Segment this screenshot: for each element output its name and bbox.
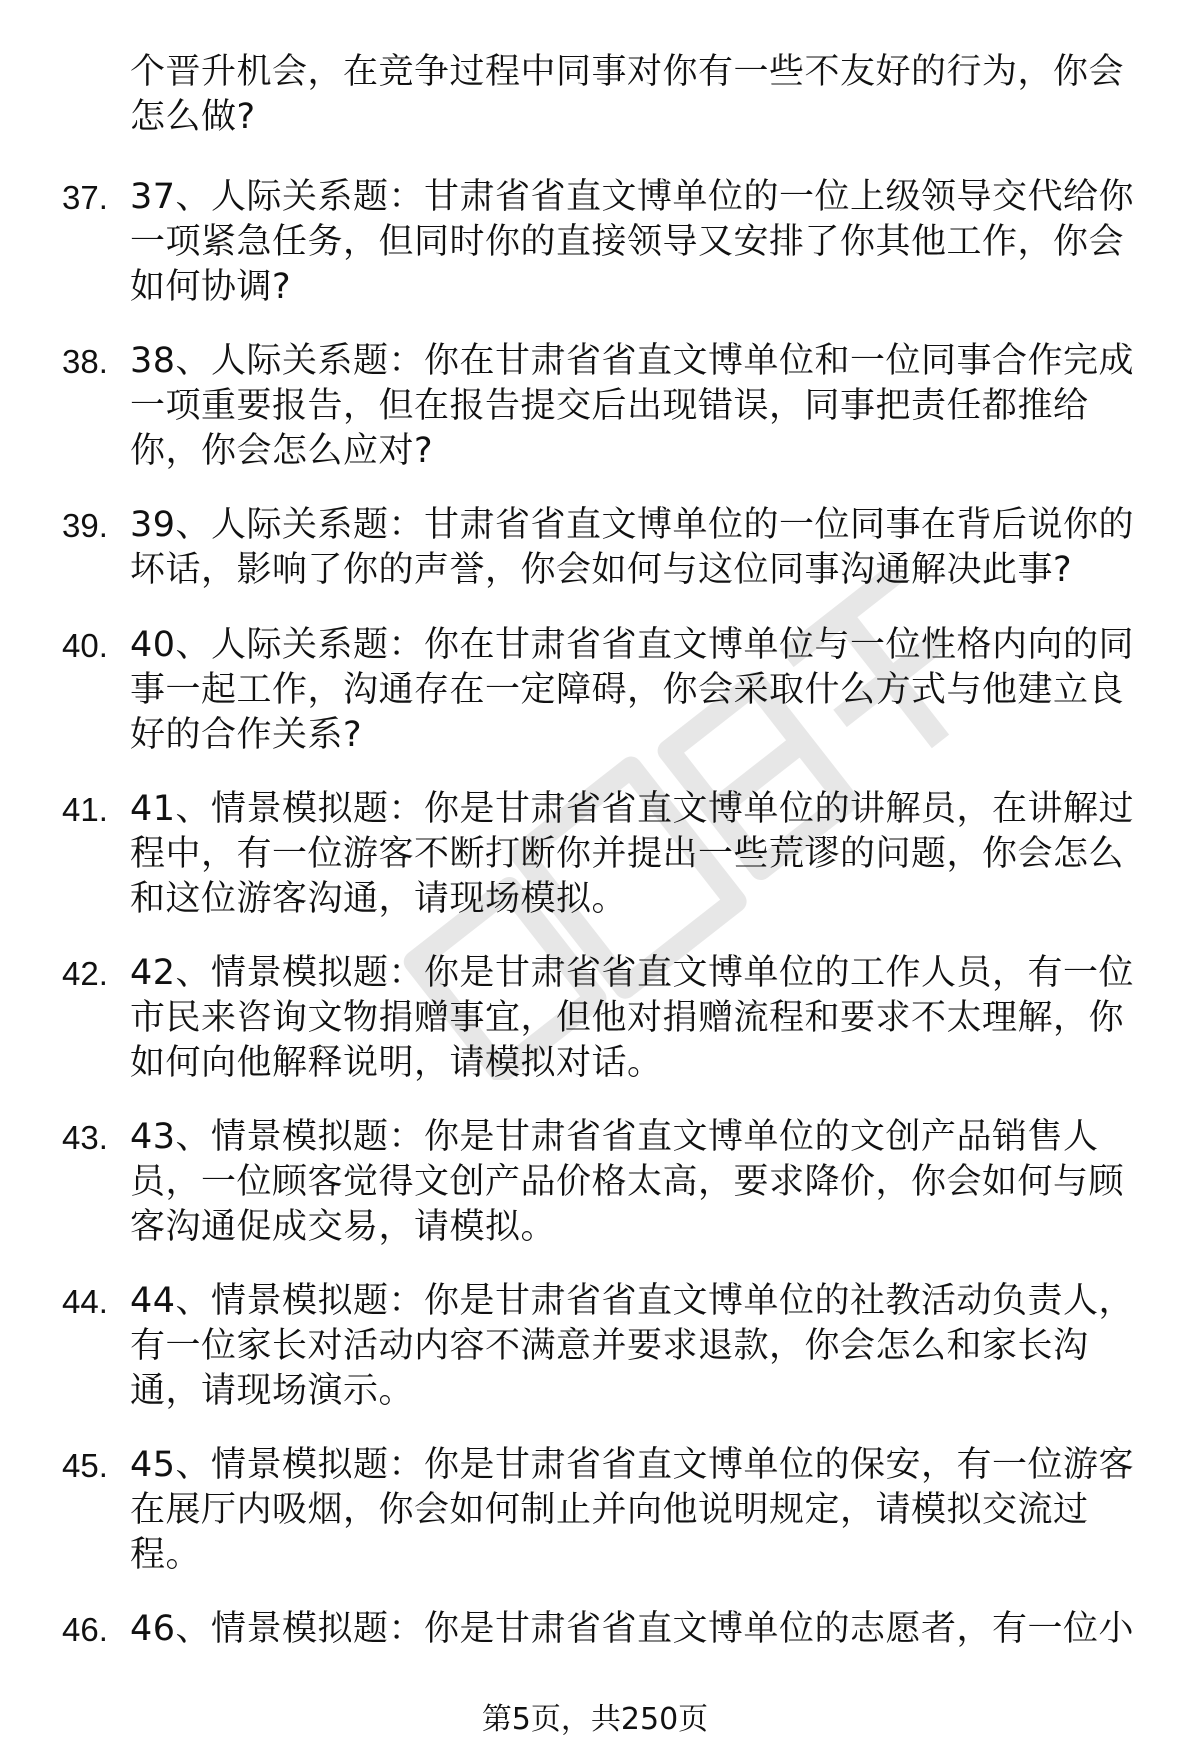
list-item — [62, 339, 1152, 503]
list-item — [62, 1279, 1152, 1443]
list-item — [62, 503, 1152, 623]
list-item — [62, 787, 1152, 951]
question-text: 38、人际关系题：你在甘肃省省直文博单位和一位同事合作完成一项重要报告，但在报告提交后出现错误，同事把责任都推给你，你会怎么应对? — [130, 341, 1135, 471]
question-text: 43、情景模拟题：你是甘肃省省直文博单位的文创产品销售人员，一位顾客觉得文创产品价格太高，要求降价，你会如何与顾客沟通促成交易，请模拟。 — [130, 1117, 1125, 1247]
question-number: 45. — [62, 1447, 108, 1484]
question-number: 39. — [62, 507, 108, 544]
list-item — [62, 1607, 1152, 1667]
document-page — [62, 0, 1152, 1755]
question-number: 38. — [62, 343, 108, 380]
question-number: 37. — [62, 179, 108, 216]
question-number: 46. — [62, 1611, 108, 1648]
question-text: 37、人际关系题：甘肃省省直文博单位的一位上级领导交代给你一项紧急任务，但同时你的直接领导又安排了你其他工作，你会如何协调? — [130, 177, 1135, 307]
list-item — [62, 623, 1152, 787]
continued-question-text: 个晋升机会，在竞争过程中同事对你有一些不友好的行为，你会怎么做? — [130, 52, 1125, 137]
question-text: 45、情景模拟题：你是甘肃省省直文博单位的保安，有一位游客在展厅内吸烟，你会如何制止并向他说明规定，请模拟交流过程。 — [130, 1445, 1135, 1575]
list-item — [62, 175, 1152, 339]
list-item — [62, 1115, 1152, 1279]
question-number: 41. — [62, 791, 108, 828]
question-text: 40、人际关系题：你在甘肃省省直文博单位与一位性格内向的同事一起工作，沟通存在一定障碍，你会采取什么方式与他建立良好的合作关系? — [130, 625, 1135, 755]
question-number: 44. — [62, 1283, 108, 1320]
question-text: 41、情景模拟题：你是甘肃省省直文博单位的讲解员，在讲解过程中，有一位游客不断打断你并提出一些荒谬的问题，你会怎么和这位游客沟通，请现场模拟。 — [130, 789, 1135, 919]
page-footer: 第5页，共250页 — [481, 1702, 709, 1737]
question-text: 44、情景模拟题：你是甘肃省省直文博单位的社教活动负责人，有一位家长对活动内容不满意并要求退款，你会怎么和家长沟通，请现场演示。 — [130, 1281, 1135, 1411]
question-text: 39、人际关系题：甘肃省省直文博单位的一位同事在背后说你的坏话，影响了你的声誉，你会如何与这位同事沟通解决此事? — [130, 505, 1135, 590]
question-text: 46、情景模拟题：你是甘肃省省直文博单位的志愿者，有一位小 — [130, 1609, 1135, 1649]
question-list — [62, 175, 1152, 1667]
question-number: 43. — [62, 1119, 108, 1156]
list-item — [62, 1443, 1152, 1607]
list-item — [62, 951, 1152, 1115]
question-text: 42、情景模拟题：你是甘肃省省直文博单位的工作人员，有一位市民来咨询文物捐赠事宜，但他对捐赠流程和要求不太理解，你如何向他解释说明，请模拟对话。 — [130, 953, 1135, 1083]
question-number: 40. — [62, 627, 108, 664]
question-number: 42. — [62, 955, 108, 992]
